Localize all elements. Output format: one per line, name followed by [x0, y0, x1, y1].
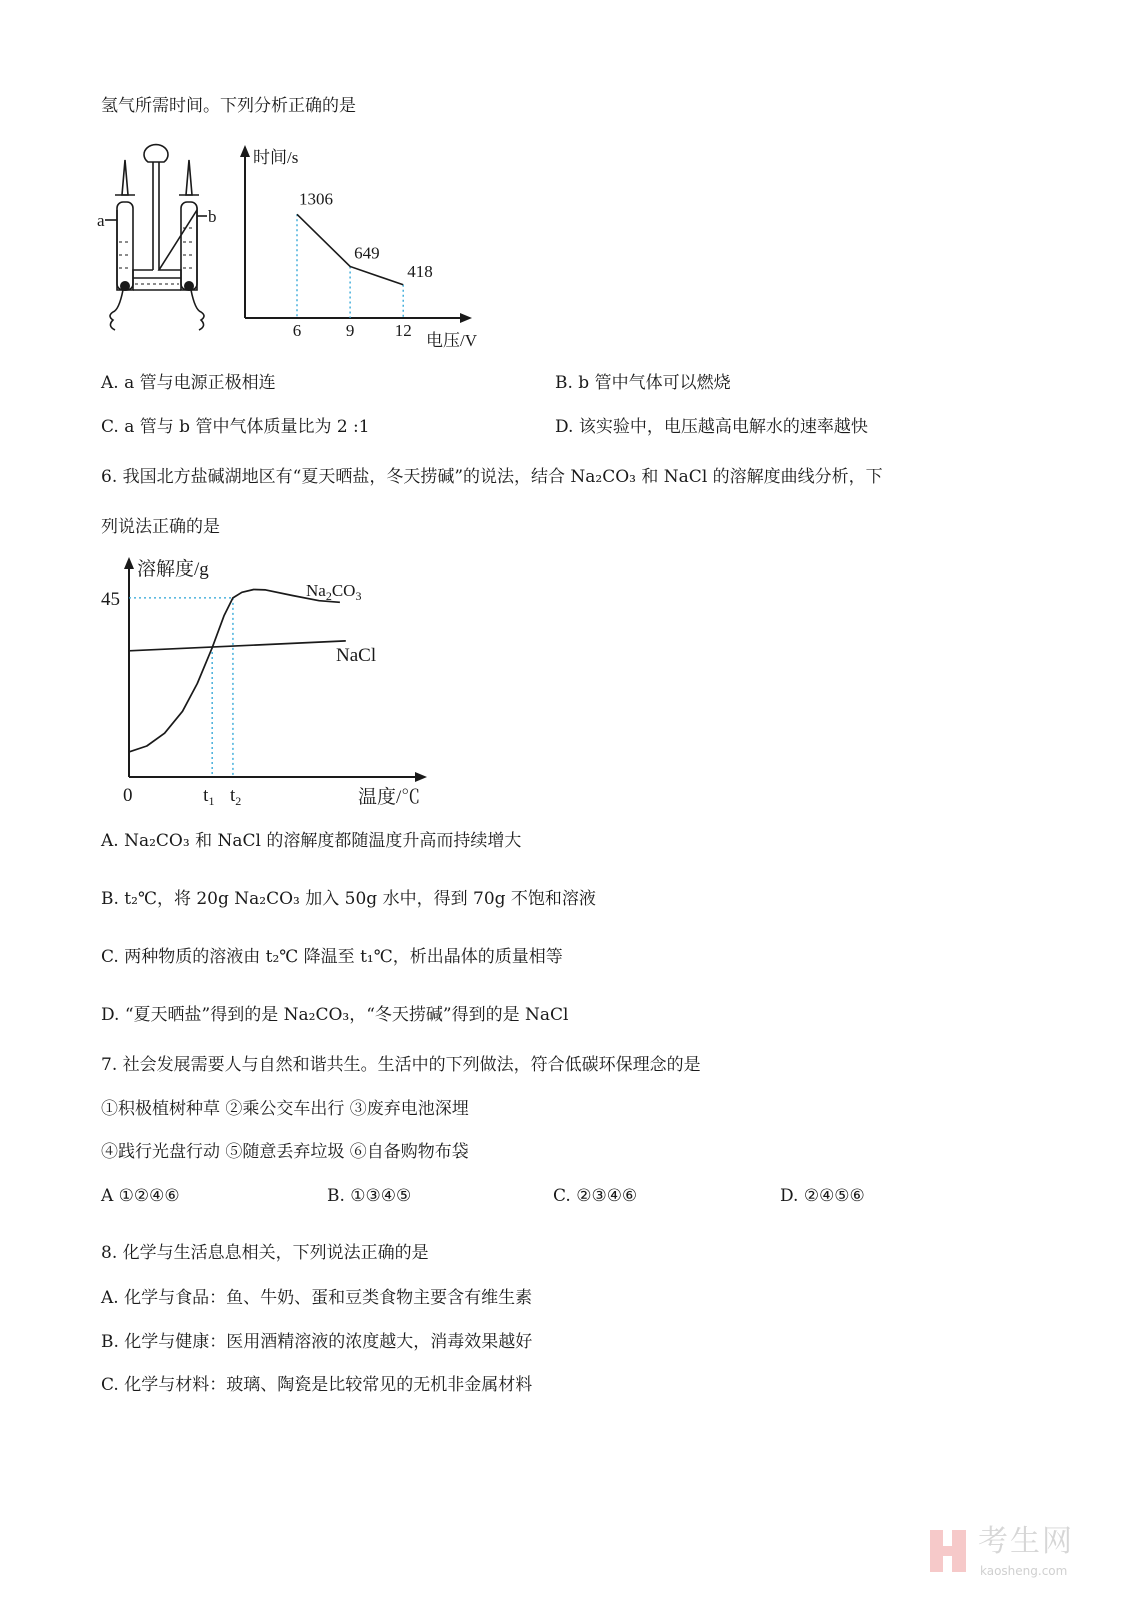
q7-items-line2: ④践行光盘行动 ⑤随意丢弃垃圾 ⑥自备购物布袋: [101, 1142, 469, 1162]
q7-option-a[interactable]: A ①②④⑥: [101, 1186, 180, 1206]
x-tick-label-t1: [203, 785, 214, 808]
watermark-logo: [930, 1524, 1120, 1584]
series-label-nacl: NaCl: [336, 645, 377, 666]
q7-option-c[interactable]: C. ②③④⑥: [553, 1186, 638, 1206]
solubility-chart: [90, 545, 450, 815]
x-tick-label-t2: [230, 785, 241, 808]
q7-stem: 7. 社会发展需要人与自然和谐共生。生活中的下列做法，符合低碳环保理念的是: [101, 1055, 701, 1075]
x-tick-label: 6: [292, 321, 302, 340]
q8-option-c[interactable]: C. 化学与材料：玻璃、陶瓷是比较常见的无机非金属材料: [101, 1375, 533, 1395]
q5-option-a[interactable]: A. a 管与电源正极相连: [101, 373, 276, 393]
x-axis-arrow-icon: [460, 313, 472, 323]
data-label: 418: [407, 261, 433, 281]
watermark-en: kaosheng.com: [980, 1564, 1068, 1578]
voltage-time-chart: [230, 140, 510, 355]
q6-option-c[interactable]: C. 两种物质的溶液由 t₂℃ 降温至 t₁℃，析出晶体的质量相等: [101, 947, 563, 967]
y-axis-arrow-icon: [240, 145, 250, 157]
origin-label: 0: [123, 785, 133, 806]
x-axis-label: 温度/℃: [358, 787, 421, 808]
q7-option-d[interactable]: D. ②④⑤⑥: [780, 1186, 865, 1206]
q7-option-b[interactable]: B. ①③④⑤: [327, 1186, 412, 1206]
label-sub: 2: [325, 589, 332, 603]
q8-stem: 8. 化学与生活息息相关，下列说法正确的是: [101, 1243, 429, 1263]
q6-option-b[interactable]: B. t₂℃，将 20g Na₂CO₃ 加入 50g 水中，得到 70g 不饱和溶液: [101, 889, 596, 909]
label-part: CO: [331, 581, 356, 600]
q6-option-d[interactable]: D. “夏天晒盐”得到的是 Na₂CO₃，“冬天捞碱”得到的是 NaCl: [101, 1005, 569, 1025]
x-tick-label-t2-sub: 2: [235, 794, 242, 808]
x-tick-label-t1-sub: 1: [208, 794, 215, 808]
x-axis-label: 电压/V: [426, 331, 477, 350]
data-label: 1306: [299, 189, 333, 209]
tube-a-label: a: [97, 211, 105, 230]
q8-option-a[interactable]: A. 化学与食品：鱼、牛奶、蛋和豆类食物主要含有维生素: [101, 1288, 533, 1308]
q6-stem-line1: 6. 我国北方盐碱湖地区有“夏天晒盐，冬天捞碱”的说法，结合 Na₂CO₃ 和 NaCl 的溶解度曲线分析，下: [101, 467, 883, 487]
watermark-mark-icon: [930, 1530, 968, 1572]
series-line-nacl: [129, 641, 346, 651]
electrolysis-apparatus-figure: [95, 140, 230, 335]
label-part: Na: [306, 581, 326, 600]
series-label-na2co3: [306, 581, 361, 603]
q7-items-line1: ①积极植树种草 ②乘公交车出行 ③废弃电池深埋: [101, 1099, 469, 1119]
series-line: [297, 214, 403, 285]
x-tick-label-t1-base: t: [203, 785, 209, 806]
y-axis-label: 时间/s: [253, 148, 299, 167]
x-tick-label-t2-base: t: [229, 785, 236, 806]
x-tick-label: 9: [345, 321, 355, 340]
label-sub: 3: [355, 589, 362, 603]
watermark-cn: 考生网: [978, 1524, 1074, 1559]
q8-option-b[interactable]: B. 化学与健康：医用酒精溶液的浓度越大，消毒效果越好: [101, 1332, 533, 1352]
series-line-na2co3: [129, 590, 340, 752]
tube-b-label: b: [208, 207, 217, 226]
q6-stem-line2: 列说法正确的是: [101, 517, 220, 537]
q5-stem-tail: 氢气所需时间。下列分析正确的是: [101, 96, 356, 116]
q5-option-b[interactable]: B. b 管中气体可以燃烧: [555, 373, 731, 393]
q6-option-a[interactable]: A. Na₂CO₃ 和 NaCl 的溶解度都随温度升高而持续增大: [101, 831, 522, 851]
y-tick-label: 45: [101, 588, 120, 610]
data-label: 649: [354, 243, 380, 263]
x-tick-label: 12: [394, 321, 412, 340]
y-axis-arrow-icon: [124, 557, 134, 569]
y-axis-label: 溶解度/g: [137, 559, 209, 580]
q5-option-d[interactable]: D. 该实验中，电压越高电解水的速率越快: [555, 417, 868, 437]
x-axis-arrow-icon: [415, 772, 427, 782]
q5-option-c[interactable]: C. a 管与 b 管中气体质量比为 2 :1: [101, 417, 370, 437]
